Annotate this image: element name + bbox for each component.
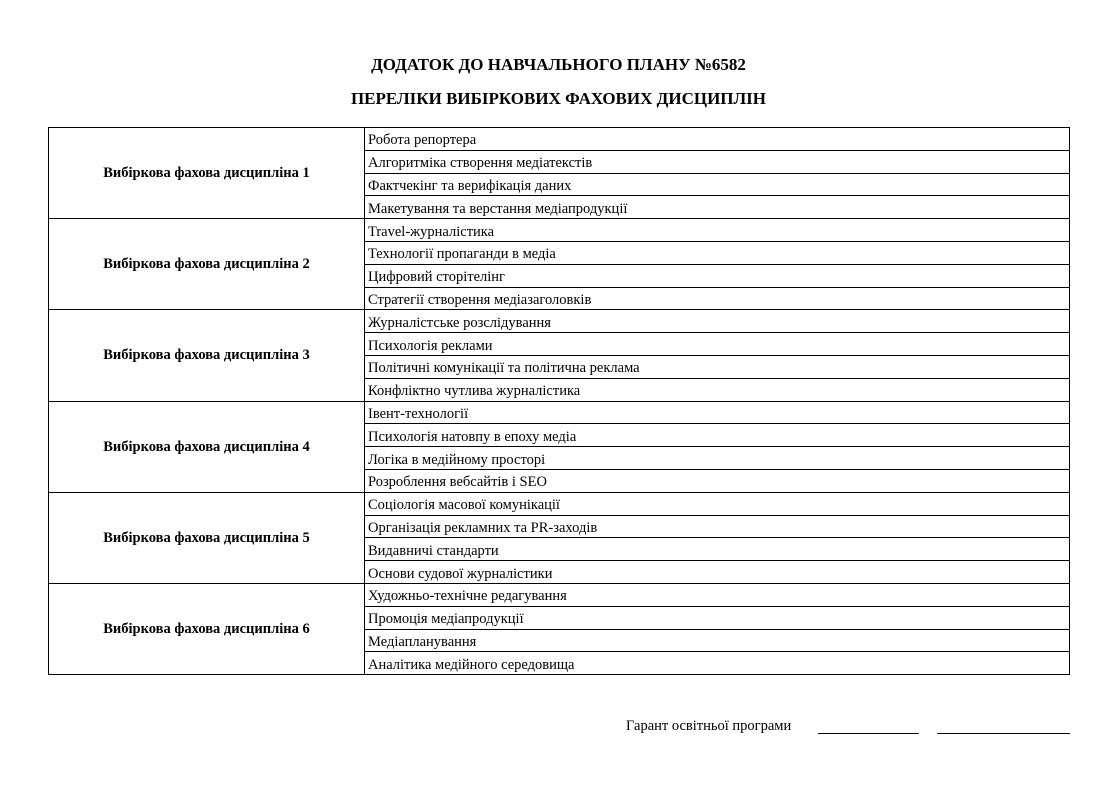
discipline-item: Робота репортера (365, 128, 1070, 151)
elective-disciplines-table (48, 127, 1070, 675)
discipline-item: Фактчекінг та верифікація даних (365, 173, 1070, 196)
discipline-item: Travel-журналістика (365, 219, 1070, 242)
discipline-item: Психологія реклами (365, 333, 1070, 356)
group-label-1: Вибіркова фахова дисципліна 1 (49, 128, 365, 219)
discipline-item: Цифровий сторітелінг (365, 264, 1070, 287)
discipline-item: Аналітика медійного середовища (365, 652, 1070, 675)
document-subtitle: ПЕРЕЛІКИ ВИБІРКОВИХ ФАХОВИХ ДИСЦИПЛІН (350, 89, 767, 108)
table-row (49, 492, 1070, 515)
group-label-2: Вибіркова фахова дисципліна 2 (49, 219, 365, 310)
discipline-item: Психологія натовпу в епоху медіа (365, 424, 1070, 447)
table-row (49, 219, 1070, 242)
name-line (937, 733, 1070, 734)
group-label-6: Вибіркова фахова дисципліна 6 (49, 583, 365, 674)
signature-block (0, 716, 1117, 736)
table-row (49, 128, 1070, 151)
group-label-3: Вибіркова фахова дисципліна 3 (49, 310, 365, 401)
table-row (49, 401, 1070, 424)
discipline-item: Художньо-технічне редагування (365, 583, 1070, 606)
discipline-item: Стратегії створення медіазаголовків (365, 287, 1070, 310)
discipline-item: Медіапланування (365, 629, 1070, 652)
discipline-item: Журналістське розслідування (365, 310, 1070, 333)
discipline-item: Технології пропаганди в медіа (365, 241, 1070, 264)
discipline-item: Конфліктно чутлива журналістика (365, 378, 1070, 401)
discipline-item: Логіка в медійному просторі (365, 447, 1070, 470)
discipline-item: Промоція медіапродукції (365, 606, 1070, 629)
discipline-item: Організація рекламних та PR-заходів (365, 515, 1070, 538)
table-row (49, 310, 1070, 333)
discipline-item: Розроблення вебсайтів і SEO (365, 469, 1070, 492)
discipline-item: Івент-технології (365, 401, 1070, 424)
table-row (49, 583, 1070, 606)
discipline-item: Основи судової журналістики (365, 561, 1070, 584)
group-label-4: Вибіркова фахова дисципліна 4 (49, 401, 365, 492)
signature-line (818, 733, 919, 734)
discipline-item: Політичні комунікації та політична реклама (365, 355, 1070, 378)
elective-disciplines-table-body (49, 128, 1070, 675)
discipline-item: Видавничі стандарти (365, 538, 1070, 561)
discipline-item: Алгоритміка створення медіатекстів (365, 150, 1070, 173)
discipline-item: Макетування та верстання медіапродукції (365, 196, 1070, 219)
document-title: ДОДАТОК ДО НАВЧАЛЬНОГО ПЛАНУ №6582 (371, 55, 746, 74)
discipline-item: Соціологія масової комунікації (365, 492, 1070, 515)
group-label-5: Вибіркова фахова дисципліна 5 (49, 492, 365, 583)
signature-label: Гарант освітньої програми (626, 718, 792, 734)
